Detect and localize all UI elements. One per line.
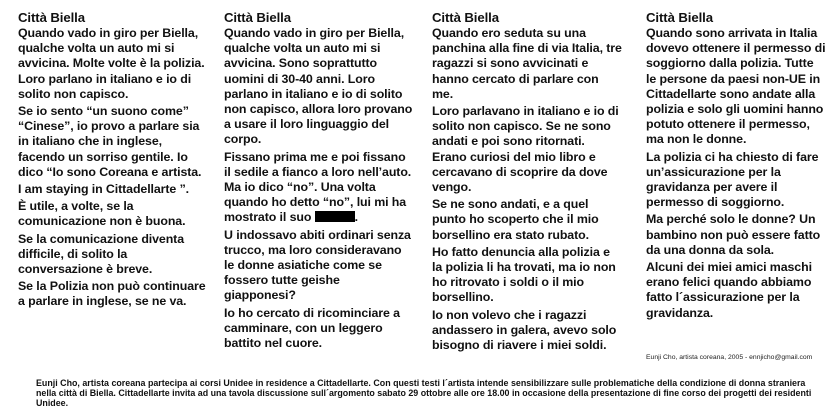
column-4 xyxy=(646,10,826,321)
paragraph: È utile, a volte, se la comunicazione non è buona. xyxy=(18,199,186,229)
paragraph: Quando vado in giro per Biella, qualche volta un auto mi si avvicina. Molte volte è la polizia. Loro parlano in italiano e io di solito non capisco. xyxy=(18,26,205,101)
paragraph: Ma perché solo le donne? Un bambino non può essere fatto da una donna da sola. xyxy=(646,212,821,257)
paragraph: Io ho cercato di ricominciare a camminare, con un leggero battito nel cuore. xyxy=(224,305,400,351)
paragraph: Se la Polizia non può continuare a parlare in inglese, se ne va. xyxy=(18,279,206,309)
paragraph: Alcuni dei miei amici maschi erano felici quando abbiamo fatto l´assicurazione per la gravidanza. xyxy=(646,260,812,320)
paragraph: Se io sento “un suono come” “Cinese”, io provo a parlare sia in italiano che in inglese, facendo un sorriso gentile. Io dico “Io sono Coreana e artista. xyxy=(18,104,202,179)
column-title: Città Biella xyxy=(432,10,499,25)
column-2 xyxy=(224,10,414,351)
paragraph: Se ne sono andati, e a quel punto ho scoperto che il mio borsellino era stato rubato. xyxy=(432,197,599,242)
paragraph: Ho fatto denuncia alla polizia e la polizia li ha trovati, ma io non ho ritrovato i soldi o il mio borsellino. xyxy=(432,244,616,305)
paragraph: Quando vado in giro per Biella, qualche volta un auto mi si avvicina. Sono soprattutto uomini di 30-40 anni. Loro parlano in italiano e io di solito non capisco, allora loro provano a usare il loro linguaggio del corpo. xyxy=(224,26,413,147)
footer-note: Eunji Cho, artista coreana partecipa ai corsi Unidee in residence a Cittadellarte. Con questi testi l´artista intende sensibilizzare sulle problematiche della condizione di donna straniera nella città di Biella. Cittadellarte invita ad una tavola discussione sull´argomento sabato 29 ottobre alle ore 18.00 in occasione della presentazione di fine corso dei progetti dei residenti Unidee. xyxy=(36,378,812,408)
column-3 xyxy=(432,10,622,353)
paragraph: Quando ero seduta su una panchina alla fine di via Italia, tre ragazzi si sono avvicinati e hanno cercato di parlare con me. xyxy=(432,26,622,101)
paragraph: La polizia ci ha chiesto di fare un’assicurazione per la gravidanza per avere il permesso di soggiorno. xyxy=(646,149,819,210)
paragraph: U indossavo abiti ordinari senza trucco, ma loro consideravano le donne asiatiche come se fossero tutte geishe giapponesi? xyxy=(224,227,411,303)
paragraph: Quando sono arrivata in Italia dovevo ottenere il permesso di soggiorno dalla polizia. Tutte le persone da paesi non-UE in Cittadellarte sono andate alla polizia e solo gli uomini hanno potuto ottenere il permesso, ma non le donne. xyxy=(646,26,826,147)
paragraph: Fissano prima me e poi fissano il sedile a fianco a loro nell’auto. Ma io dico “no”. Una volta quando ho detto “no”, lui mi ha mostrato il suo . xyxy=(224,149,412,225)
column-title: Città Biella xyxy=(646,10,713,25)
paragraph: Se la comunicazione diventa difficile, di solito la conversazione è breve. xyxy=(18,231,185,277)
redaction-block xyxy=(315,211,355,222)
paragraph-text: Fissano prima me e poi fissano il sedile a fianco a loro nell’auto. Ma io dico “no”. Una volta quando ho detto “no”, lui mi ha mostrato il suo xyxy=(224,149,412,225)
paragraph: Loro parlavano in italiano e io di solito non capisco. Se ne sono andati e poi sono ritornati. Erano curiosi del mio libro e cercavano di scoprire da dove vengo. xyxy=(432,104,619,195)
paragraph: I am staying in Cittadellarte ”. xyxy=(18,182,190,197)
paragraph: Io non volevo che i ragazzi andassero in galera, avevo solo bisogno di riavere i miei soldi. xyxy=(432,307,617,353)
author-signature: Eunji Cho, artista coreana, 2005 - ennjicho@gmail.com xyxy=(646,354,813,361)
column-title: Città Biella xyxy=(18,10,85,25)
column-1 xyxy=(18,10,206,310)
column-title: Città Biella xyxy=(224,10,291,25)
